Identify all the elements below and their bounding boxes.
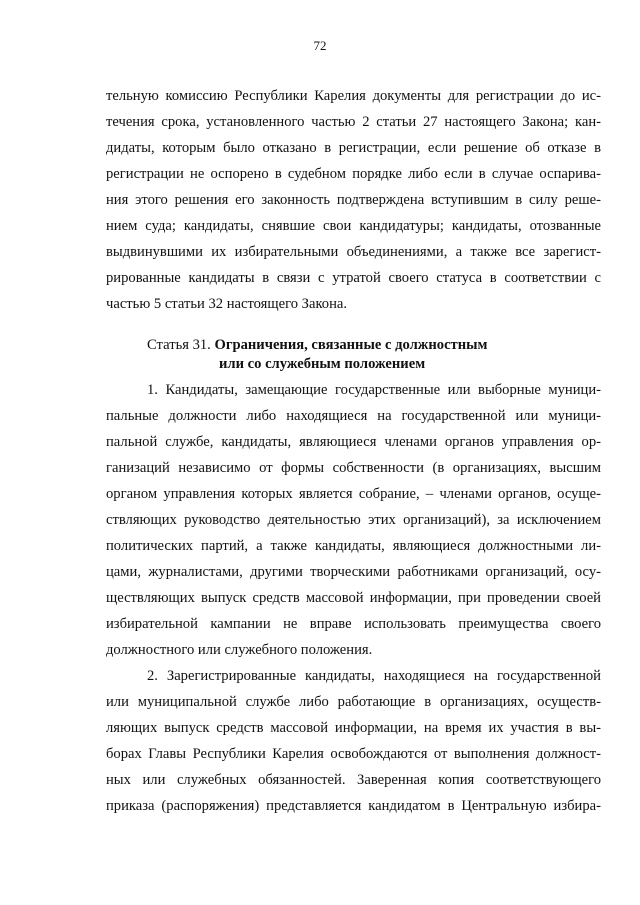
text-line: тельную комиссию Республики Карелия документы для регистрации до ис- [106, 88, 601, 104]
text-line: ляющих выпуск средств массовой информации, на время их участия в вы- [106, 720, 601, 736]
text-line: рированные кандидаты в связи с утратой своего статуса в соответствии с [106, 270, 601, 286]
article-heading-continued [219, 355, 425, 373]
text-line: выдвинувшими их избирательными объединениями, а также все зарегист- [106, 244, 601, 260]
text-line: пальные должности либо находящиеся на государственной или муници- [106, 408, 601, 424]
text-line: 2. Зарегистрированные кандидаты, находящиеся на государственной [147, 668, 601, 684]
text-line: или муниципальной службе либо работающие в организациях, осуществ- [106, 694, 601, 710]
text-line: органом управления которых является собрание, – членами органов, осуще- [106, 486, 601, 502]
text-line: цами, журналистами, другими творческими работниками организаций, осу- [106, 564, 601, 580]
text-line: ных или служебных обязанностей. Заверенная копия соответствующего [106, 772, 601, 788]
text-line: 1. Кандидаты, замещающие государственные или выборные муници- [147, 382, 601, 398]
text-line: регистрации не оспорено в судебном порядке либо если в случае оспарива- [106, 166, 601, 182]
text-line: ганизаций независимо от формы собственности (в организациях, высшим [106, 460, 601, 476]
text-line: дидаты, которым было отказано в регистрации, если решение об отказе в [106, 140, 601, 156]
article-number: Статья 31. [147, 337, 211, 353]
text-line: приказа (распоряжения) представляется кандидатом в Центральную избира- [106, 798, 601, 814]
article-title: Ограничения, связанные с должностным [214, 337, 488, 353]
text-line: должностного или служебного положения. [106, 642, 373, 658]
text-line: избирательной кампании не вправе использовать преимущества своего [106, 616, 601, 632]
text-line: ствляющих руководство деятельностью этих организаций), за исключением [106, 512, 601, 528]
text-line: частью 5 статьи 32 настоящего Закона. [106, 296, 348, 312]
text-line: течения срока, установленного частью 2 статьи 27 настоящего Закона; кан- [106, 114, 601, 130]
text-line: борах Главы Республики Карелия освобождаются от выполнения должност- [106, 746, 601, 762]
article-heading [147, 336, 487, 354]
text-line: политических партий, а также кандидаты, являющиеся должностными ли- [106, 538, 601, 554]
text-line: ществляющих выпуск средств массовой информации, при проведении своей [106, 590, 601, 606]
text-line: пальной службе, кандидаты, являющиеся членами органов управления ор- [106, 434, 601, 450]
page-number: 72 [313, 38, 327, 53]
text-line: ния этого решения его законность подтверждена вступившим в силу реше- [106, 192, 601, 208]
article-title-continued: или со служебным положением [219, 356, 426, 372]
text-line: нием суда; кандидаты, снявшие свои кандидатуры; кандидаты, отозванные [106, 218, 601, 234]
